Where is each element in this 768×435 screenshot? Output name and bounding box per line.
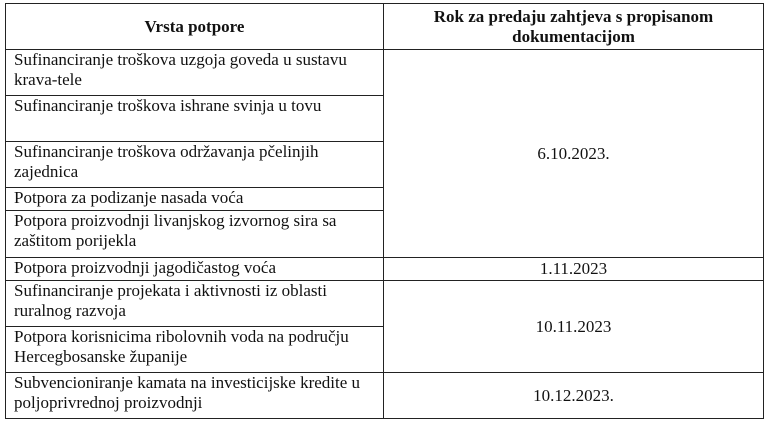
support-deadline-table-wrapper — [5, 3, 764, 419]
header-support-type: Vrsta potpore — [6, 4, 384, 50]
support-type-cell: Sufinanciranje projekata i aktivnosti iz oblasti ruralnog razvoja — [6, 281, 384, 327]
deadline-cell: 10.12.2023. — [384, 373, 764, 419]
support-type-cell: Potpora proizvodnji livanjskog izvornog sira sa zaštitom porijekla — [6, 211, 384, 258]
support-type-cell: Potpora za podizanje nasada voća — [6, 188, 384, 211]
header-deadline: Rok za predaju zahtjeva s propisanom dokumentacijom — [384, 4, 764, 50]
deadline-cell: 10.11.2023 — [384, 281, 764, 373]
support-deadline-table — [5, 3, 764, 419]
table-row — [6, 281, 764, 327]
table-header-row — [6, 4, 764, 50]
support-type-cell: Sufinanciranje troškova uzgoja goveda u sustavu krava-tele — [6, 50, 384, 96]
table-row — [6, 258, 764, 281]
support-type-cell: Sufinanciranje troškova ishrane svinja u tovu — [6, 96, 384, 142]
deadline-cell: 6.10.2023. — [384, 50, 764, 258]
support-type-cell: Subvencioniranje kamata na investicijske kredite u poljoprivrednoj proizvodnji — [6, 373, 384, 419]
table-row — [6, 50, 764, 96]
support-type-cell: Potpora proizvodnji jagodičastog voća — [6, 258, 384, 281]
support-type-cell: Potpora korisnicima ribolovnih voda na području Hercegbosanske županije — [6, 327, 384, 373]
deadline-cell: 1.11.2023 — [384, 258, 764, 281]
support-type-cell: Sufinanciranje troškova održavanja pčelinjih zajednica — [6, 142, 384, 188]
table-row — [6, 373, 764, 419]
